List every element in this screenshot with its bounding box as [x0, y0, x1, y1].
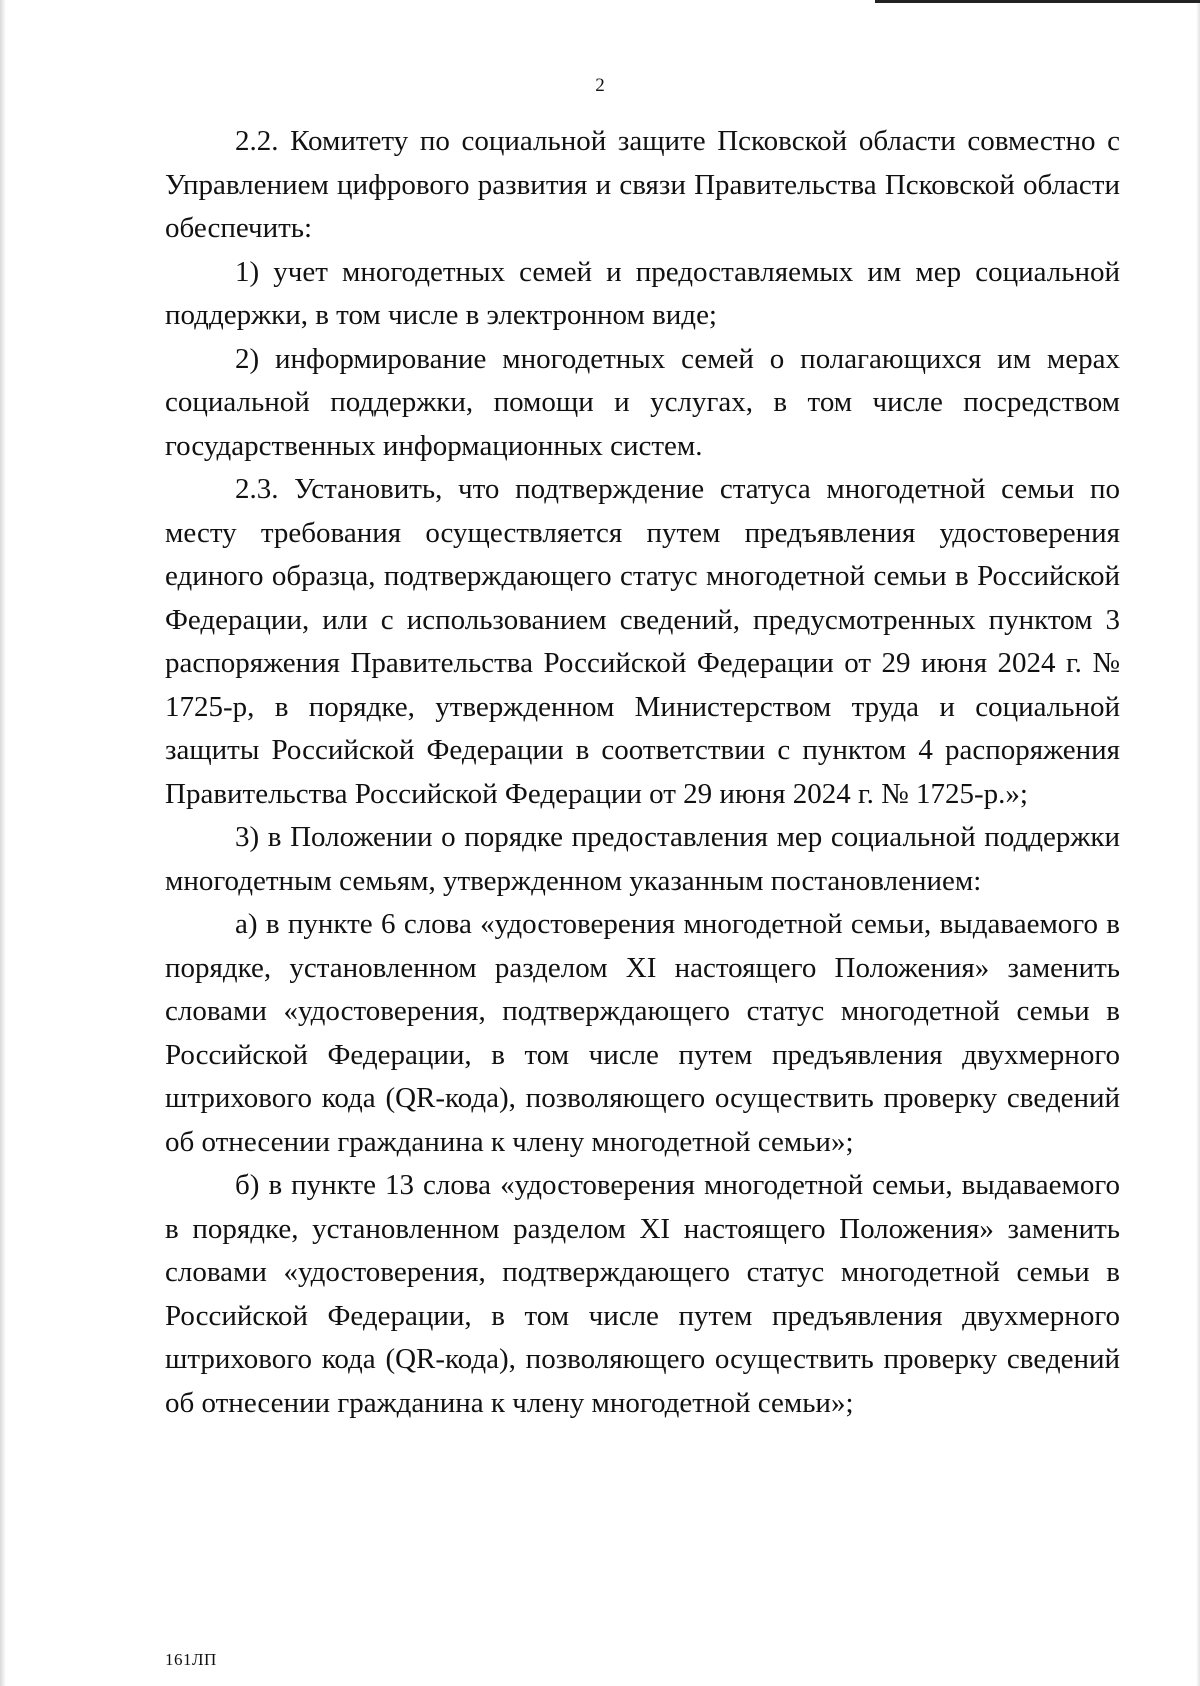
- footer-document-code: 161ЛП: [165, 1650, 217, 1669]
- paragraph-item-2: 2) информирование многодетных семей о полагающихся им мерах социальной поддержки, помощи и услугах, в том числе посредством государственных информационных систем.: [165, 342, 1120, 462]
- paragraph-2-2: 2.2. Комитету по социальной защите Псковской области совместно с Управлением цифрового развития и связи Правительства Псковской области обеспечить:: [165, 125, 1120, 244]
- top-edge-rule: [875, 0, 1200, 3]
- scan-left-edge: [0, 0, 6, 1686]
- paragraph-item-3: 3) в Положении о порядке предоставления мер социальной поддержки многодетным семьям, утвержденном указанным постановлением:: [165, 821, 1120, 897]
- paragraph-item-1: 1) учет многодетных семей и предоставляемых им мер социальной поддержки, в том числе в электронном виде;: [165, 255, 1120, 331]
- paragraph-item-a: а) в пункте 6 слова «удостоверения многодетной семьи, выдаваемого в порядке, установленном разделом XI настоящего Положения» заменить словами «удостоверения, подтверждающего статус многодетной семьи в Российской Федерации, в том числе путем предъявления двухмерного штрихового кода (QR-кода), позволяющего осуществить проверку сведений об отнесении гражданина к члену многодетной семьи»;: [165, 908, 1120, 1158]
- paragraph-2-3: 2.3. Установить, что подтверждение статуса многодетной семьи по месту требования осуществляется путем предъявления удостоверения единого образца, подтверждающего статус многодетной семьи в Российской Федерации, или с использованием сведений, предусмотренных пунктом 3 распоряжения Правительства Российской Федерации от 29 июня 2024 г. № 1725-р, в порядке, утвержденном Министерством труда и социальной защиты Российской Федерации в соответствии с пунктом 4 распоряжения Правительства Российской Федерации от 29 июня 2024 г. № 1725-р.»;: [165, 473, 1120, 810]
- document-body: [165, 120, 1120, 1425]
- page-number: 2: [595, 75, 605, 96]
- paragraph-item-b: б) в пункте 13 слова «удостоверения многодетной семьи, выдаваемого в порядке, установленном разделом XI настоящего Положения» заменить словами «удостоверения, подтверждающего статус многодетной семьи в Российской Федерации, в том числе путем предъявления двухмерного штрихового кода (QR-кода), позволяющего осуществить проверку сведений об отнесении гражданина к члену многодетной семьи»;: [165, 1169, 1120, 1419]
- scan-right-edge: [1196, 0, 1200, 1686]
